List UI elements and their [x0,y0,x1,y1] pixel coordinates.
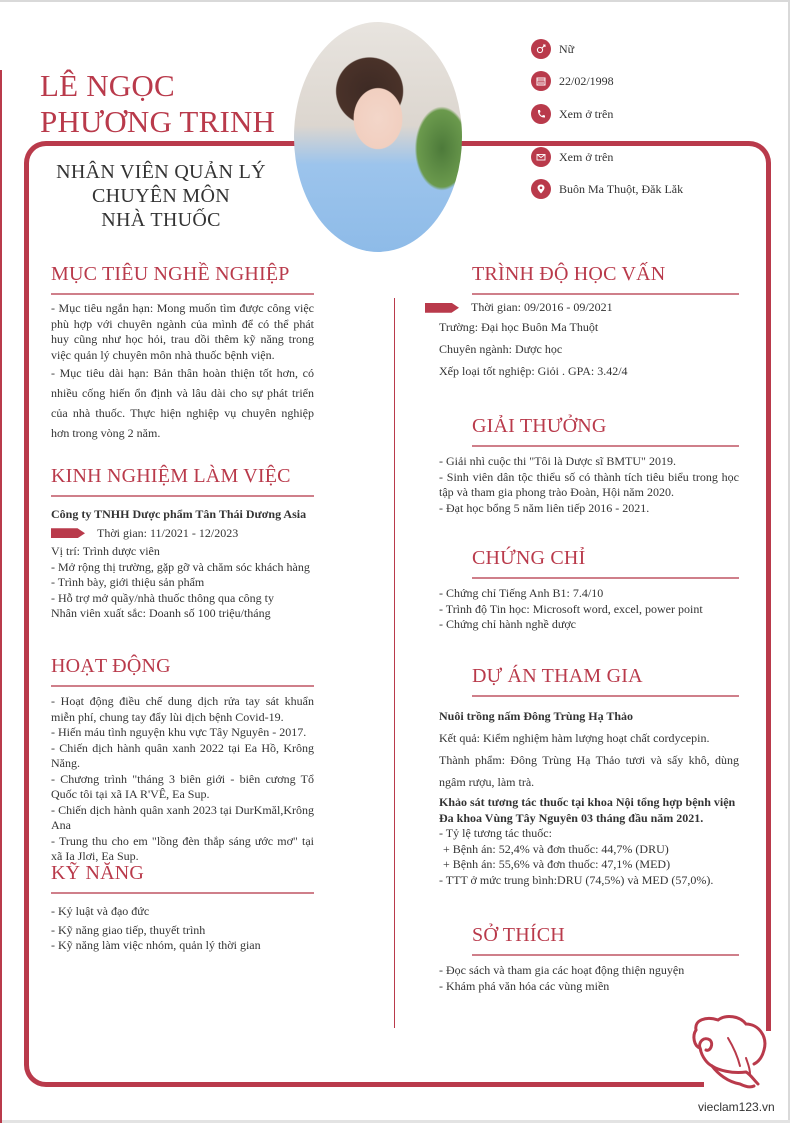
gender-icon [531,39,551,59]
objective-short-term: - Mục tiêu ngắn hạn: Mong muốn tìm được công việc phù hợp với chuyên ngành của mình để có thể phát huy cũng như học hỏi, trau dồi thêm kỹ năng trong việc quản lý chuyên môn nhà thuốc bệnh viện. [51,301,314,362]
section-rule [51,293,314,295]
section-rule [472,954,739,956]
section-objective [51,262,314,443]
section-education [439,262,739,382]
section-title: HOẠT ĐỘNG [51,655,171,677]
contact-address [531,178,683,200]
awards-body [439,454,739,516]
profile-photo [294,22,464,252]
certificate-item: - Chứng chỉ Tiếng Anh B1: 7.4/10 [439,586,604,600]
calendar-icon [531,71,551,91]
experience-duty: - Trình bày, giới thiệu sản phẩm [51,575,205,589]
contact-phone [531,103,613,125]
section-awards [439,414,739,516]
certificates-body [439,586,739,633]
section-title: DỰ ÁN THAM GIA [472,665,643,687]
location-pin-icon [531,179,551,199]
address-value: Buôn Ma Thuột, Đăk Lăk [559,181,684,196]
section-skills [51,861,314,954]
contact-gender [531,38,574,60]
section-certificates [439,546,739,633]
company-name: Công ty TNHH Dược phẩm Tân Thái Dương Asia [51,507,307,521]
projects-body [439,705,739,888]
contact-birthday [531,70,614,92]
birthday-value: 22/02/1998 [559,73,614,88]
project-2-line: - Tỷ lệ tương tác thuốc: [439,826,552,840]
skills-body [51,904,314,954]
section-projects [439,664,739,888]
activity-item: - Chiến dịch hành quân xanh 2022 tại Ea Hồ, Krông Năng. [51,740,314,770]
section-title: TRÌNH ĐỘ HỌC VẤN [472,263,666,285]
project-2-line: - TTT ở mức trung bình:DRU (74,5%) và MED (57,0%). [439,872,714,887]
education-body [439,300,739,382]
objective-long-term: - Mục tiêu dài hạn: Bản thân hoàn thiện tốt hơn, có nhiều cống hiến ổn định và lâu dài cho sự phát triển của nhà thuốc. Thực hiện nghiệp vụ chuyên nghiệp hơn trong vòng 2 năm. [51,366,314,440]
section-title: KINH NGHIỆM LÀM VIỆC [51,465,291,487]
section-rule [51,892,314,894]
hobby-item: - Đọc sách và tham gia các hoạt động thiện nguyện [439,963,685,977]
job-title-line-1: NHÂN VIÊN QUẢN LÝ [56,161,266,183]
project-2-line: + Bệnh án: 52,4% và đơn thuốc: 44,7% (DRU) [443,841,669,856]
project-1-result: Kết quả: Kiểm nghiệm hàm lượng hoạt chất cordycepin. [439,731,710,745]
job-title-line-3: NHÀ THUỐC [101,209,221,231]
objective-body [51,301,314,443]
name-line-1: LÊ NGỌC [40,68,175,103]
section-rule [472,293,739,295]
decorative-edge-line [0,70,2,1123]
section-title: GIẢI THƯỞNG [472,415,607,437]
skill-item: - Kỹ năng làm việc nhóm, quản lý thời gian [51,938,261,952]
skill-item: - Kỹ năng giao tiếp, thuyết trình [51,922,206,937]
education-time: Thời gian: 09/2016 - 09/2021 [471,300,613,314]
activity-item: - Hiến máu tình nguyện khu vực Tây Nguyên - 2017. [51,725,307,739]
section-rule [51,685,314,687]
project-2-line: + Bệnh án: 55,6% và đơn thuốc: 47,1% (MED) [443,857,671,871]
section-title: MỤC TIÊU NGHỀ NGHIỆP [51,263,290,285]
section-title: CHỨNG CHỈ [472,547,586,569]
experience-position: Vị trí: Trình dược viên [51,544,160,558]
certificate-item: - Chứng chỉ hành nghề dược [439,617,576,631]
column-divider [394,298,395,1028]
page-border-top [0,0,790,2]
section-title: SỞ THÍCH [472,924,565,946]
candidate-name [40,68,280,140]
activity-item: - Chiến dịch hành quân xanh 2023 tại DurKmăl,Krông Ana [51,802,314,832]
education-rank: Xếp loại tốt nghiệp: Giỏi . GPA: 3.42/4 [439,363,628,378]
activity-item: - Chương trình "tháng 3 biên giới - biên cương Tổ Quốc tôi tại xã IA R'VÊ, Ea Sup. [51,771,314,801]
award-item: - Giải nhì cuộc thi "Tôi là Dược sĩ BMTU" 2019. [439,454,676,468]
experience-time-row [51,526,314,542]
phone-icon [531,104,551,124]
phone-value[interactable]: Xem ở trên [559,106,614,121]
envelope-icon [531,147,551,167]
education-school: Trường: Đại học Buôn Ma Thuột [439,319,599,334]
education-major: Chuyên ngành: Dược học [439,341,563,356]
arrow-marker-icon [51,528,85,538]
hobby-item: - Khám phá văn hóa các vùng miền [439,978,610,993]
job-title-line-2: CHUYÊN MÔN [92,185,230,207]
job-title [36,160,286,232]
activity-item: - Trung thu cho em "lồng đèn thắp sáng ước mơ" tại xã Ia Jlơi, Ea Sup. [51,833,314,863]
experience-achievement: Nhân viên xuất sắc: Doanh số 100 triệu/tháng [51,606,271,620]
section-experience [51,464,314,622]
activities-body [51,694,314,865]
section-activities [51,654,314,865]
education-time-row [425,300,739,316]
profile-photo-image [294,22,462,252]
section-rule [472,695,739,697]
watermark: vieclam123.vn [698,1100,775,1114]
arrow-marker-icon [425,303,459,313]
project-1-product: Thành phẩm: Đông Trùng Hạ Thảo tươi và sấy khô, dùng ngâm rượu, làm trà. [439,753,739,789]
project-2-name: Khảo sát tương tác thuốc tại khoa Nội tổng hợp bệnh viện Đa khoa Vùng Tây Nguyên 03 tháng đầu năm 2021. [439,795,736,825]
award-item: - Sinh viên dân tộc thiểu số có thành tích tiêu biểu trong học tập và tham gia phong trào Đoàn, Hội năm 2020. [439,469,739,499]
chef-hat-icon [688,1012,770,1090]
experience-duty: - Mở rộng thị trường, gặp gỡ và chăm sóc khách hàng [51,559,310,574]
experience-time: Thời gian: 11/2021 - 12/2023 [97,525,239,540]
gender-value: Nữ [559,41,575,56]
skill-item: - Kỷ luật và đạo đức [51,904,150,918]
name-line-2: PHƯƠNG TRINH [40,104,276,139]
section-rule [472,445,739,447]
section-rule [51,495,314,497]
certificate-item: - Trình độ Tin học: Microsoft word, excel, power point [439,601,703,616]
project-1-name: Nuôi trồng nấm Đông Trùng Hạ Thảo [439,709,634,723]
contact-email [531,146,613,168]
hobbies-body [439,963,739,994]
award-item: - Đạt học bổng 5 năm liên tiếp 2016 - 2021. [439,500,650,515]
section-rule [472,577,739,579]
activity-item: - Hoạt động điều chế dung dịch rửa tay sát khuẩn miễn phí, chung tay đẩy lùi dịch bệnh Covid-19. [51,694,314,724]
experience-body [51,507,314,622]
email-value[interactable]: Xem ở trên [559,149,614,164]
experience-duty: - Hỗ trợ mở quầy/nhà thuốc thông qua công ty [51,590,274,605]
section-title: KỸ NĂNG [51,862,145,884]
section-hobbies [439,923,739,994]
